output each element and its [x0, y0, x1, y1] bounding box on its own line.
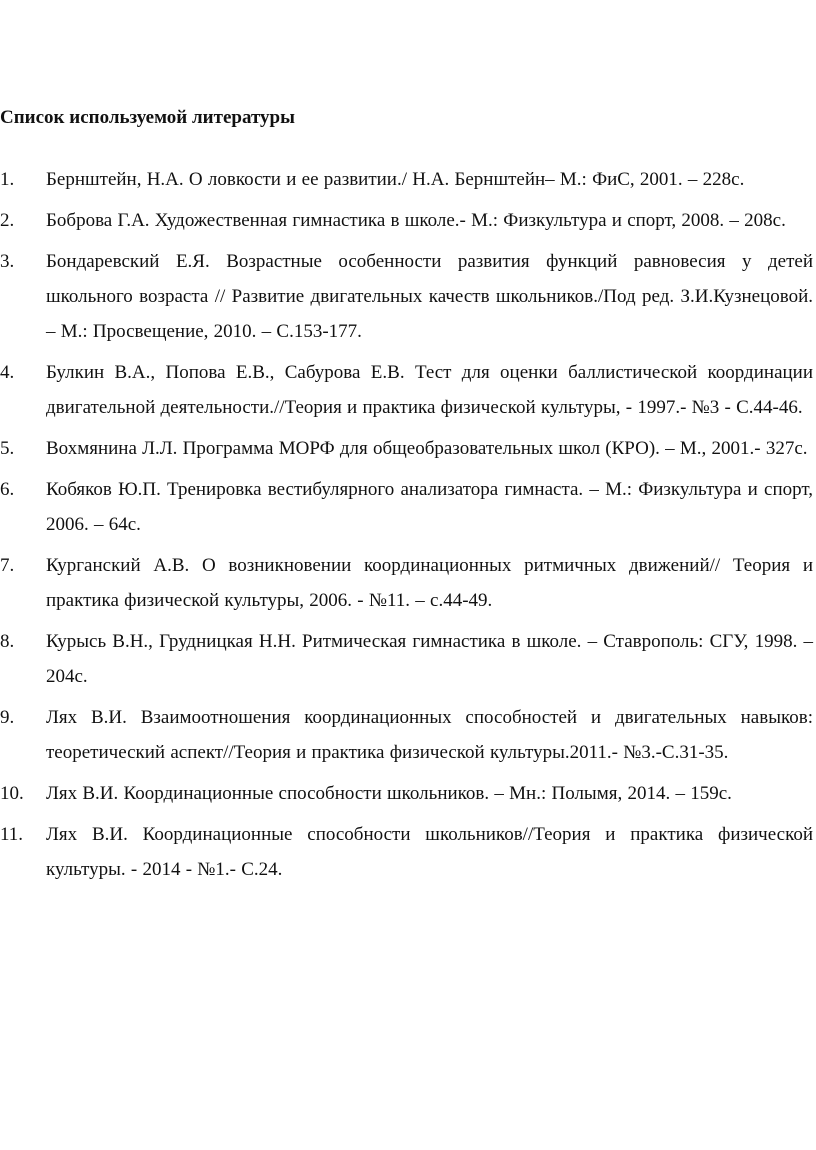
reference-number: 4. — [0, 362, 15, 383]
reference-text: Бернштейн, Н.А. О ловкости и ее развитии./ Н.А. Бернштейн– М.: ФиС, 2001. – 228с. — [46, 169, 745, 190]
reference-number: 7. — [0, 555, 15, 576]
reference-item — [0, 355, 813, 425]
reference-item — [0, 162, 813, 197]
reference-item — [0, 776, 813, 811]
reference-text: Боброва Г.А. Художественная гимнастика в школе.- М.: Физкультура и спорт, 2008. – 208с. — [46, 210, 786, 231]
reference-text: Курысь В.Н., Грудницкая Н.Н. Ритмическая гимнастика в школе. – Ставрополь: СГУ, 1998. – 204с. — [46, 631, 813, 687]
reference-text: Вохмянина Л.Л. Программа МОРФ для общеобразовательных школ (КРО). – М., 2001.- 327с. — [46, 438, 808, 459]
reference-number: 10. — [0, 783, 24, 804]
reference-text: Лях В.И. Координационные способности школьников//Теория и практика физической культуры. - 2014 - №1.- С.24. — [46, 824, 813, 880]
reference-text: Курганский А.В. О возникновении координационных ритмичных движений// Теория и практика физической культуры, 2006. - №11. – с.44-49. — [46, 555, 813, 611]
reference-text: Бондаревский Е.Я. Возрастные особенности развития функций равновесия у детей школьного возраста // Развитие двигательных качеств школьников./Под ред. З.И.Кузнецовой. – М.: Просвещение, 2010. – С.153-177. — [46, 251, 813, 342]
reference-number: 11. — [0, 824, 24, 845]
reference-item — [0, 244, 813, 349]
reference-number: 8. — [0, 631, 15, 652]
reference-item — [0, 472, 813, 542]
reference-item — [0, 700, 813, 770]
reference-text: Кобяков Ю.П. Тренировка вестибулярного анализатора гимнаста. – М.: Физкультура и спорт, 2006. – 64с. — [46, 479, 813, 535]
reference-item — [0, 431, 813, 466]
reference-number: 2. — [0, 210, 15, 231]
reference-text: Булкин В.А., Попова Е.В., Сабурова Е.В. Тест для оценки баллистической координации двигательной деятельности.//Теория и практика физической культуры, - 1997.- №3 - С.44-46. — [46, 362, 813, 418]
document-heading: Список используемой литературы — [0, 107, 295, 128]
reference-number: 1. — [0, 169, 15, 190]
reference-number: 3. — [0, 251, 15, 272]
reference-item — [0, 548, 813, 618]
reference-list — [0, 162, 813, 893]
reference-item — [0, 817, 813, 887]
reference-number: 6. — [0, 479, 15, 500]
reference-text: Лях В.И. Координационные способности школьников. – Мн.: Полымя, 2014. – 159с. — [46, 783, 732, 804]
reference-number: 5. — [0, 438, 15, 459]
reference-item — [0, 203, 813, 238]
reference-item — [0, 624, 813, 694]
reference-text: Лях В.И. Взаимоотношения координационных способностей и двигательных навыков: теоретический аспект//Теория и практика физической культуры.2011.- №3.-С.31-35. — [46, 707, 813, 763]
reference-number: 9. — [0, 707, 15, 728]
